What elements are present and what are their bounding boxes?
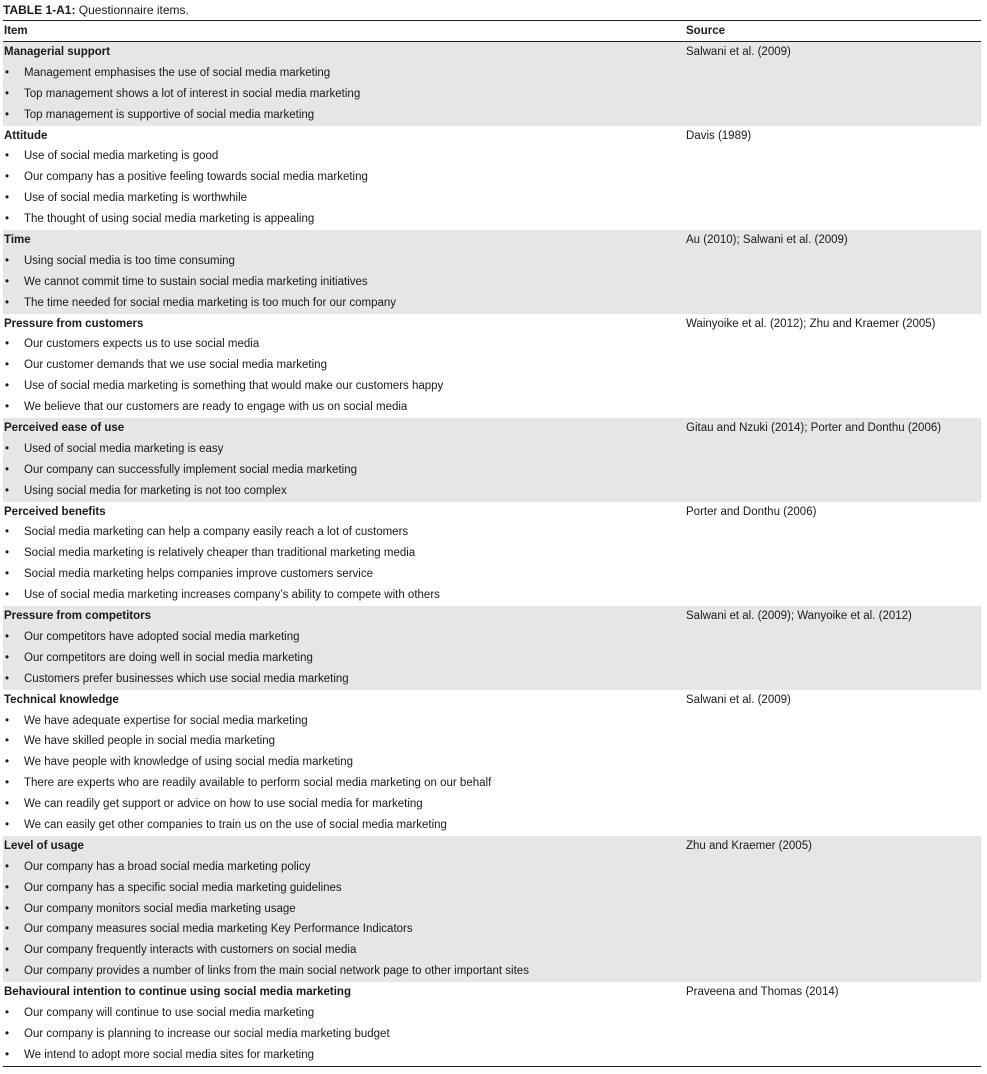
list-item	[4, 1045, 686, 1066]
bullet-icon: •	[5, 108, 10, 121]
section-source-cell	[686, 982, 981, 1066]
section-title: Pressure from competitors	[4, 610, 151, 623]
item-text: Use of social media marketing is worthwhile	[24, 192, 248, 205]
section-items	[3, 314, 686, 418]
item-text: Customers prefer businesses which use social media marketing	[24, 672, 349, 685]
bullet-icon: •	[5, 651, 10, 664]
table-section	[3, 42, 981, 126]
section-source-cell	[686, 606, 981, 690]
list-item	[4, 272, 686, 293]
item-text: Our company has a specific social media marketing guidelines	[24, 881, 342, 894]
list-item	[4, 188, 686, 209]
section-source: Porter and Donthu (2006)	[686, 505, 817, 518]
item-text: Social media marketing helps companies improve customers service	[24, 568, 373, 581]
item-text: We can readily get support or advice on how to use social media for marketing	[24, 798, 423, 811]
item-text: Top management shows a lot of interest in social media marketing	[24, 87, 361, 100]
bullet-icon: •	[5, 714, 10, 727]
list-item	[4, 63, 686, 84]
bullet-icon: •	[5, 463, 10, 476]
item-text: Use of social media marketing increases company’s ability to compete with others	[24, 589, 440, 602]
list-item	[4, 627, 686, 648]
table-section	[3, 836, 981, 982]
bullet-icon: •	[5, 150, 10, 163]
bullet-icon: •	[5, 902, 10, 915]
item-text: Our competitors have adopted social media marketing	[24, 630, 300, 643]
list-item	[4, 355, 686, 376]
item-text: Use of social media marketing is good	[24, 150, 219, 163]
item-text: We have adequate expertise for social media marketing	[24, 714, 308, 727]
list-item	[4, 522, 686, 543]
list-item	[4, 752, 686, 773]
item-text: Our company will continue to use social media marketing	[24, 1006, 315, 1019]
section-source: Au (2010); Salwani et al. (2009)	[686, 234, 848, 247]
bullet-icon: •	[5, 254, 10, 267]
bullet-icon: •	[5, 338, 10, 351]
bullet-icon: •	[5, 860, 10, 873]
list-item	[4, 84, 686, 105]
section-source-cell	[686, 836, 981, 982]
item-text: Our company frequently interacts with customers on social media	[24, 944, 357, 957]
section-source: Salwani et al. (2009); Wanyoike et al. (2012)	[686, 610, 912, 623]
table-header	[3, 21, 981, 42]
item-text: Social media marketing can help a company easily reach a lot of customers	[24, 526, 409, 539]
section-title: Behavioural intention to continue using social media marketing	[4, 986, 351, 999]
item-text: Used of social media marketing is easy	[24, 442, 224, 455]
section-title: Perceived ease of use	[4, 422, 125, 435]
list-item	[4, 648, 686, 669]
list-item	[4, 439, 686, 460]
section-title: Pressure from customers	[4, 317, 144, 330]
section-source-cell	[686, 230, 981, 314]
list-item	[4, 376, 686, 397]
section-items	[3, 606, 686, 690]
list-item	[4, 919, 686, 940]
list-item	[4, 794, 686, 815]
list-item	[4, 878, 686, 899]
bullet-icon: •	[5, 923, 10, 936]
item-text: Our customers expects us to use social media	[24, 338, 260, 351]
list-item	[4, 146, 686, 167]
list-item	[4, 815, 686, 836]
bullet-icon: •	[5, 442, 10, 455]
table-caption	[3, 0, 981, 20]
item-text: Our company has a positive feeling towards social media marketing	[24, 171, 368, 184]
bullet-icon: •	[5, 568, 10, 581]
item-text: Using social media is too time consuming	[24, 254, 235, 267]
item-text: Our customer demands that we use social media marketing	[24, 359, 327, 372]
list-item	[4, 711, 686, 732]
item-text: We have skilled people in social media marketing	[24, 735, 276, 748]
bullet-icon: •	[5, 756, 10, 769]
table-section	[3, 126, 981, 230]
table-section	[3, 314, 981, 418]
bullet-icon: •	[5, 630, 10, 643]
list-item	[4, 460, 686, 481]
item-text: We intend to adopt more social media sites for marketing	[24, 1048, 314, 1061]
table-section	[3, 230, 981, 314]
caption-text: Questionnaire items.	[75, 3, 189, 17]
bullet-icon: •	[5, 87, 10, 100]
list-item	[4, 293, 686, 314]
section-title: Perceived benefits	[4, 505, 106, 518]
item-text: Use of social media marketing is something that would make our customers happy	[24, 380, 444, 393]
list-item	[4, 940, 686, 961]
section-title: Managerial support	[4, 46, 111, 58]
item-text: Social media marketing is relatively cheaper than traditional marketing media	[24, 547, 416, 560]
bullet-icon: •	[5, 275, 10, 288]
bullet-icon: •	[5, 296, 10, 309]
section-source: Praveena and Thomas (2014)	[686, 986, 839, 999]
list-item	[4, 564, 686, 585]
list-item	[4, 1003, 686, 1024]
list-item	[4, 397, 686, 418]
item-text: Top management is supportive of social media marketing	[24, 108, 315, 121]
header-source: Source	[686, 25, 725, 37]
section-source: Zhu and Kraemer (2005)	[686, 839, 812, 852]
header-item: Item	[4, 25, 28, 37]
section-source: Wainyoike et al. (2012); Zhu and Kraemer (2005)	[686, 317, 936, 330]
bullet-icon: •	[5, 547, 10, 560]
list-item	[4, 481, 686, 502]
section-items	[3, 502, 686, 606]
item-text: We cannot commit time to sustain social media marketing initiatives	[24, 275, 368, 288]
list-item	[4, 731, 686, 752]
section-source-cell	[686, 42, 981, 126]
section-items	[3, 982, 686, 1066]
item-text: Our company can successfully implement social media marketing	[24, 463, 357, 476]
item-text: Our company measures social media marketing Key Performance Indicators	[24, 923, 413, 936]
caption-label: TABLE 1-A1:	[3, 3, 76, 17]
item-text: We can easily get other companies to train us on the use of social media marketing	[24, 818, 447, 831]
table-body	[3, 42, 981, 1066]
bullet-icon: •	[5, 401, 10, 414]
section-title: Technical knowledge	[4, 693, 119, 706]
bullet-icon: •	[5, 1006, 10, 1019]
item-text: Our competitors are doing well in social media marketing	[24, 651, 313, 664]
bullet-icon: •	[5, 1027, 10, 1040]
bullet-icon: •	[5, 965, 10, 978]
item-text: We believe that our customers are ready to engage with us on social media	[24, 401, 408, 414]
bullet-icon: •	[5, 66, 10, 79]
bullet-icon: •	[5, 171, 10, 184]
list-item	[4, 1024, 686, 1045]
section-title: Level of usage	[4, 839, 84, 852]
bottom-rule	[3, 1066, 981, 1067]
list-item	[4, 209, 686, 230]
list-item	[4, 899, 686, 920]
bullet-icon: •	[5, 881, 10, 894]
section-items	[3, 230, 686, 314]
section-source: Davis (1989)	[686, 129, 752, 142]
section-source-cell	[686, 314, 981, 418]
bullet-icon: •	[5, 672, 10, 685]
section-source: Gitau and Nzuki (2014); Porter and Donthu (2006)	[686, 422, 942, 435]
section-source-cell	[686, 418, 981, 502]
table-section	[3, 606, 981, 690]
table-section	[3, 502, 981, 606]
bullet-icon: •	[5, 380, 10, 393]
item-text: The thought of using social media marketing is appealing	[24, 213, 315, 226]
section-source-cell	[686, 690, 981, 836]
section-source-cell	[686, 502, 981, 606]
section-source: Salwani et al. (2009)	[686, 46, 791, 58]
list-item	[4, 167, 686, 188]
list-item	[4, 334, 686, 355]
list-item	[4, 585, 686, 606]
item-text: We have people with knowledge of using social media marketing	[24, 756, 354, 769]
bullet-icon: •	[5, 213, 10, 226]
bullet-icon: •	[5, 1048, 10, 1061]
list-item	[4, 105, 686, 126]
bullet-icon: •	[5, 526, 10, 539]
section-items	[3, 42, 686, 126]
section-items	[3, 690, 686, 836]
bullet-icon: •	[5, 735, 10, 748]
bullet-icon: •	[5, 798, 10, 811]
section-title: Time	[4, 234, 31, 247]
item-text: Our company has a broad social media marketing policy	[24, 860, 311, 873]
table-section	[3, 982, 981, 1066]
item-text: Management emphasises the use of social media marketing	[24, 66, 331, 79]
item-text: Using social media for marketing is not too complex	[24, 484, 287, 497]
bullet-icon: •	[5, 359, 10, 372]
item-text: Our company is planning to increase our social media marketing budget	[24, 1027, 390, 1040]
bullet-icon: •	[5, 777, 10, 790]
table-section	[3, 418, 981, 502]
table-container	[3, 0, 981, 1067]
table-section	[3, 690, 981, 836]
list-item	[4, 857, 686, 878]
list-item	[4, 543, 686, 564]
list-item	[4, 961, 686, 982]
item-text: The time needed for social media marketing is too much for our company	[24, 296, 397, 309]
item-text: There are experts who are readily available to perform social media marketing on our behalf	[24, 777, 492, 790]
section-items	[3, 126, 686, 230]
section-items	[3, 836, 686, 982]
section-items	[3, 418, 686, 502]
list-item	[4, 773, 686, 794]
bullet-icon: •	[5, 818, 10, 831]
section-title: Attitude	[4, 129, 48, 142]
bullet-icon: •	[5, 192, 10, 205]
section-source-cell	[686, 126, 981, 230]
list-item	[4, 669, 686, 690]
bullet-icon: •	[5, 944, 10, 957]
bullet-icon: •	[5, 589, 10, 602]
section-source: Salwani et al. (2009)	[686, 693, 791, 706]
bullet-icon: •	[5, 484, 10, 497]
item-text: Our company provides a number of links from the main social network page to other important sites	[24, 965, 529, 978]
item-text: Our company monitors social media marketing usage	[24, 902, 296, 915]
list-item	[4, 251, 686, 272]
